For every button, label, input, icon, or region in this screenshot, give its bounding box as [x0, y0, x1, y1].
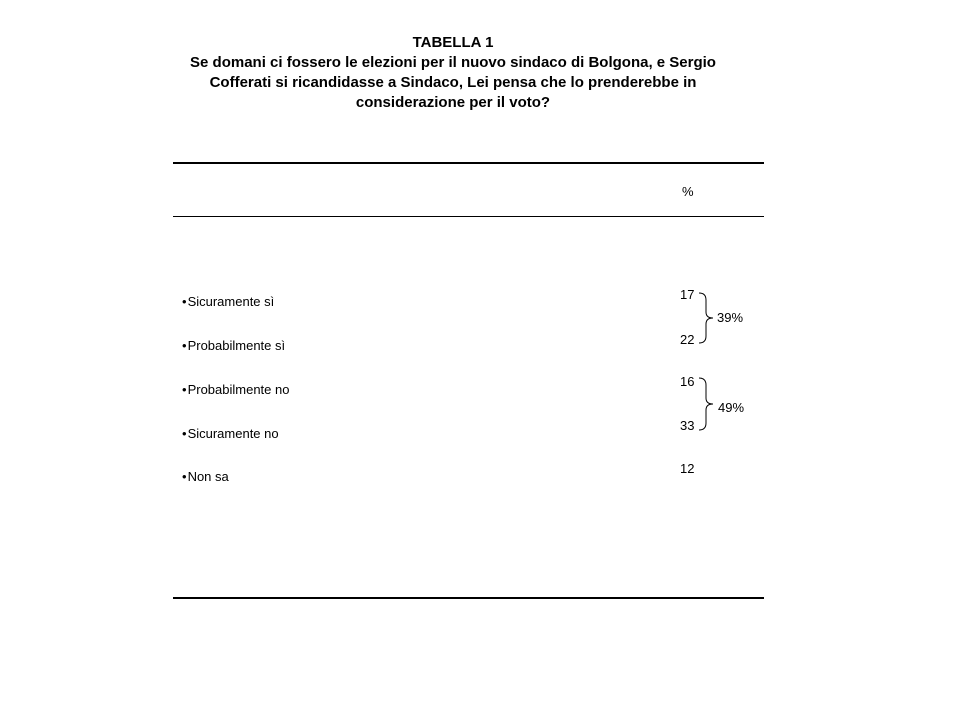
table-bottom-rule	[173, 597, 764, 599]
table-number: TABELLA 1	[412, 34, 494, 51]
value-sicuramente-no: 33	[680, 418, 695, 433]
group-total-positive: 39%	[717, 310, 744, 325]
value-non-sa: 12	[680, 461, 695, 476]
bullet-icon: •	[182, 469, 187, 484]
question-line-2: Cofferati si ricandidasse a Sindaco, Lei pensa che lo prenderebbe in	[209, 74, 697, 91]
percent-column-header: %	[682, 184, 694, 199]
right-brace-icon	[698, 377, 718, 431]
row-label-sicuramente-si: •Sicuramente sì	[182, 294, 275, 309]
group-total-negative: 49%	[718, 400, 745, 415]
right-brace-icon	[698, 292, 718, 344]
bullet-icon: •	[182, 338, 187, 353]
value-sicuramente-si: 17	[680, 287, 695, 302]
question-line-1: Se domani ci fossero le elezioni per il nuovo sindaco di Bolgona, e Sergio	[190, 54, 716, 71]
bullet-icon: •	[182, 382, 187, 397]
value-probabilmente-no: 16	[680, 374, 695, 389]
row-label-probabilmente-no: •Probabilmente no	[182, 382, 290, 397]
table-top-rule	[173, 162, 764, 164]
row-label-non-sa: •Non sa	[182, 469, 229, 484]
bullet-icon: •	[182, 426, 187, 441]
question-line-3: considerazione per il voto?	[355, 94, 551, 111]
table-title	[150, 33, 756, 113]
row-label-probabilmente-si: •Probabilmente sì	[182, 338, 286, 353]
row-label-sicuramente-no: •Sicuramente no	[182, 426, 279, 441]
bullet-icon: •	[182, 294, 187, 309]
value-probabilmente-si: 22	[680, 332, 695, 347]
header-rule	[173, 216, 764, 217]
